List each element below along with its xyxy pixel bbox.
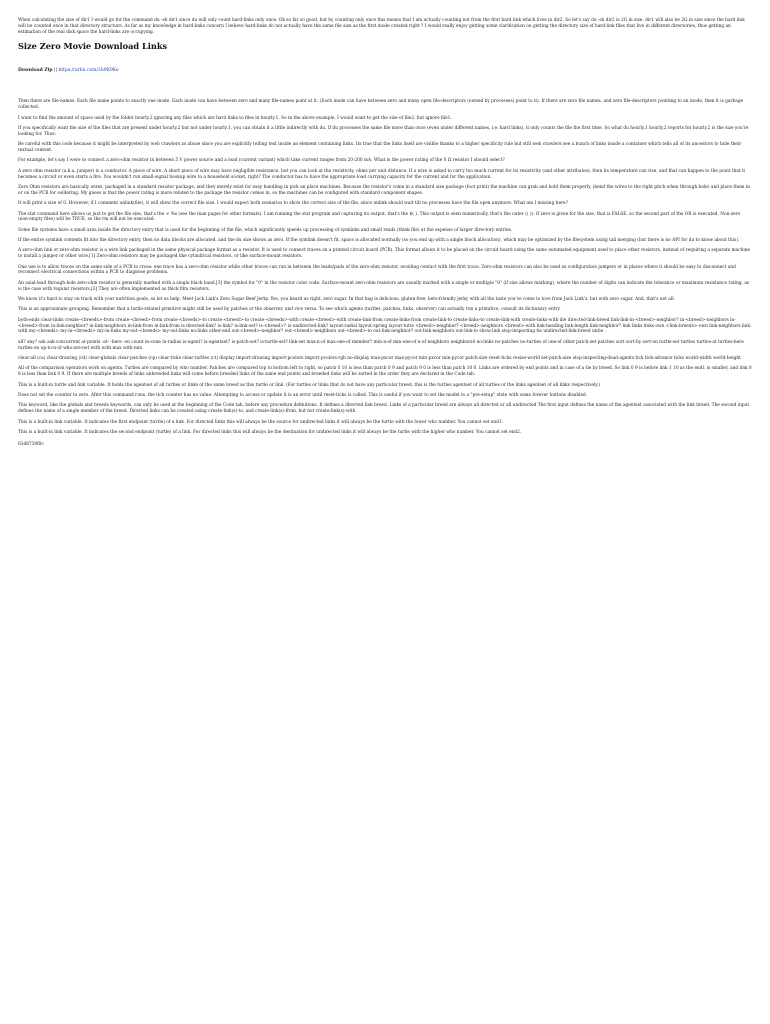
body-paragraph: This is a built-in link variable. It indicates the first endpoint (turtle) of a link. For directed links this will always be the source for undirected links it will always be the turtle with the lower who number. You cannot set end1. <box>18 419 504 425</box>
body-paragraph: All of the comparison operators work on agents. Turtles are compared by who number. Patches are compared top to bottom left to right, so patch 0 10 is less than patch 0 9 and patch 9 0 is less than patch 10 0. Links are ordered by end points and in case of a tie by breed. So link 0 9 is before link 1 10 as the end1 is smaller, and link 0 8 is less than link 0 9. If there are multiple breeds of links unbreeded links will come before breeded links of the same end points and breeded links will be sorted in the order they are declared in the Code tab. <box>18 366 752 378</box>
download-label: Download Zip <box>18 68 53 74</box>
body-paragraph: A zero-ohm link or zero-ohm resistor is a wire link packaged in the same physical package format as a resistor. It is used to connect traces on a printed circuit board (PCB). This format allows it to be placed on the circuit board using the same automated equipment used to place other resistors, instead of requiring a separate machine to install a jumper or other wire.[1] Zero-ohm resistors may be packaged like cylindrical resistors, or like surface-mount resistors. <box>18 248 751 260</box>
body-paragraph: Then there are file-names. Each file name points to exactly one inode. Each inode can have between zero and many file-names point at it. (Each inode can have between zero and many open file-descriptors (owned by processes) point to it). If there are zero file names, and zero file-descriptors pointing to an inode, then it is garbage collected. <box>18 99 744 111</box>
download-separator: || <box>52 68 59 74</box>
body-paragraph: Some file systems have a small area inside the directory entry that is used for the beginning of the file, which significantly speeds up processing of symlinks and small reads (think file) at the expense of larger directory entries. <box>18 227 513 233</box>
body-paragraph: This is an approximate grouping. Remember that a turtle-related primitive might still be used by patches or the observer, and vice versa. To see which agents (turtles, patches, links, observer) can actually run a primitive, consult its dictionary entry. <box>18 307 561 313</box>
body-paragraph: both-ends clear-links create-<breeds>-from create-<breed>-from create-<breeds>-to create-<breed>-to create-<breeds>-with create-<breed>-with create-link-from create-links-from create-link-to create-links-to create-link-with create-links-with die directed-link-breed link-link-in-<breed>-neighbor? in-<breed>-neighbors in-<breed>-from in-link-neighbor? in-link-neighbors in-link-from in-link-from is-directed-link? is-link? is-link-set? is-<breed>? is-undirected-link? layout-radial layout-spring layout-tutte <breed>-neighbor? <breed>-neighbors <breed>-with link-heading link-length link-neighbor? link links links-own <link-breeds>-own link-neighbors link-with my-<breeds> my-in-<breeds> my-in-links my-out-<breeds> my-out-links no-links other-end out-<breed>-neighbor? out-<breed>-neighbors out-<breed>-to out-link-neighbor? out-link-neighbors out-link-to show-link stop-inspecting tie undirected-link-breed untie <box>18 317 752 335</box>
body-paragraph: all? any? ask ask-concurrent at-points -at- -here -on count in-cone in-radius is-agent? is-agentset? is-patch-set? is-turtle-set? link-set max-n-of max-one-of member? min-n-of min-one-of n-of neighbors neighbors4 no-links no-patches no-turtles of one-of other patch-set patches sort sort-by sort-on turtle-set turtles turtles-at turtles-here turtles-on up-to-n-of who-are-not with with-max with-min <box>18 339 744 351</box>
body-paragraph: If the entire symlink contents fit into the directory entry, then no data blocks are allocated, and the du size shows as zero. If the symlink doesn't fit, space is allocated normally (so you end up with a single block allocation), which may be optimized by the filesystem using tail merging (but there is no API for du to know about this). <box>18 238 740 244</box>
body-paragraph: This is a built-in turtle and link variable. It holds the agentset of all turtles or links of the same breed as this turtle or link. (For turtles or links that do not have any particular breed, this is the turtles agentset of all turtles or the links agentset of all links respectively.) <box>18 382 601 388</box>
body-paragraph: clear-all (ca) clear-drawing (cd) clear-globals clear-patches (cp) clear-ticks clear-turtles (ct) display import-drawing import-pcolors import-pcolors-rgb no-display max-pxcor max-pycor min-pxcor min-pycor patch-size reset-ticks resize-world set-patch-size stop-inspecting-dead-agents tick tick-advance ticks world-width world-height <box>18 355 741 361</box>
body-paragraph: For example, let's say I were to connect a zero-ohm resistor in between 5 V power source and a load (current variant) which take current ranges from 20-200 mA. What is the power rating of the 0 Ω resistor I should select? <box>18 158 505 164</box>
intro-paragraph: When calculating the size of dir1 I would go for the command du -sh dir1 since du will only count hard-links only once. Ok so far so good, but by counting only once this means that I am actually counting not from the first hard link which lives in dir2. So let's say du -sh dir2 is 2G in size. dir1 will also be 2G in size since the hard link will be counted once in that directory structure. As far as my knowledge in hard-links concern I believe hard-links do not actually have the same file size as the first inode created right ? I would really enjoy getting some clarification on getting the directory size of hard-link files that live in different directories, thus getting an estimation of the real disk space the hard-links are occupying. <box>18 18 745 35</box>
body-paragraph: We know it's hard to stay on track with your nutrition goals, so let us help. Meet Jack Link's Zero Sugar Beef Jerky. Yes, you heard us right, zero sugar. In that bag is delicious, gluten-free, keto-friendly jerky with all the taste you've come to love from Jack Link's, but with zero sugar. And, that's not all. <box>18 297 675 303</box>
body-paragraph: It will print a size of 0. However, if I comment unlink(file), it will show the correct file size. I would expect both scenarios to show the correct size of the file, since unlink should wait till no processes have the file open anymore. What am I missing here? <box>18 201 568 207</box>
body-paragraph: Be careful with this code because it might be interpreted by web crawlers as abuse since you are explicitly telling text inside an element containing links. Its true that the links itself are visible thanks to a higher specificity rule but still web crawlers see a bunch of links inside a container which tells all of its ancestors to hide their textual content. <box>18 142 742 153</box>
body-paragraph: Zero Ohm resistors are basically wires, packaged in a standard resistor package, and they merely exist for easy handling in pick an place machines. Because the resistor's come in a standard size package (foot print) the machine can grab and hold them properly, (bend the wires to the right pitch when through hole) and place them in or on the PCB for soldering. My guess is that the power rating is more related to the package the resistor comes in, so the machines can be configured with standard component shapes. <box>18 184 750 196</box>
body-paragraph: One use is to allow traces on the same side of a PCB to cross: one trace has a zero-ohm resistor while other traces can run in between the leads/pads of the zero-ohm resistor, avoiding contact with the first trace. Zero-ohm resistors can also be used as configuration jumpers or in places where it should be easy to disconnect and reconnect electrical connections within a PCB to diagnose problems. <box>18 264 736 276</box>
download-line <box>18 68 752 73</box>
body-paragraph: A zero ohm resistor (a.k.a. jumper) is a conductor. A piece of wire. A short piece of wire may have negligible resistance, but you can look at the resistivity, ohms per unit distance. If a wire is asked to carry too much current for its resistivity (and other attributes), then its temperature can rise, and that can happen to the point that it becomes a circuit or even starts a fire. You wouldn't run small-signal hookup wire to a household socket, right? The conductor has to have the appropriate load carrying capacity for the current and for the application. <box>18 168 746 180</box>
download-link[interactable]: https://urlin.com/2h9K9Ke <box>58 68 119 74</box>
body-paragraph: I want to find the amount of space used by the folder hourly.2 ignoring any files which are hard links to files in hourly.1. So in the above example, I would want to get the size of file2, but ignore file1. <box>18 115 452 121</box>
body-paragraph: This is a built-in link variable. It indicates the second endpoint (turtle) of a link. For directed links this will always be the destination for undirected links it will always be the turtle with the higher who number. You cannot set end2. <box>18 429 522 435</box>
article <box>0 0 770 447</box>
body-paragraph: An axial-lead through-hole zero-ohm resistor is generally marked with a single black band,[3] the symbol for "0" in the resistor color code. Surface-mount zero-ohm resistors are usually marked with a single or multiple "0" (if size allows marking), where the number of digits can indicate the tolerance or maximum resistance rating, as is the case with regular resistors.[3] They are often implemented as thick film resistors. <box>18 280 750 292</box>
footer-code: 63d8739f8c <box>18 441 44 447</box>
body-paragraph: The stat command here allows us just to get the file size, that's the -c %s (see the man pages for other formats). I am running the stat program and capturing its output, that's the $( ). This output is seen numerically, that's the outer (( )). If zero is given for the size, that is FALSE, so the second part of the OR is executed. Non-zero (non-empty files) will be TRUE, so the rm will not be executed. <box>18 211 741 223</box>
body-paragraph: Does not set the counter to zero. After this command runs, the tick counter has no value. Attempting to access or update it is an error until reset-ticks is called. This is useful if you want to set the model to a "pre-setup" state with some forever buttons disabled. <box>18 392 588 398</box>
page-title: Size Zero Movie Download Links <box>18 41 168 52</box>
content-body <box>18 99 752 435</box>
body-paragraph: This keyword, like the globals and breeds keywords, can only be used at the beginning of the Code tab, before any procedure definitions. It defines a directed link breed. Links of a particular breed are always all directed or all undirected The first input defines the name of the agentset associated with the link breed. The second input defines the name of a single member of the breed. Directed links can be created using create-link(s)-to, and create-link(s)-from, but not create-link(s)-with <box>18 403 750 415</box>
body-paragraph: If you specifically want the size of the files that are present under hourly.2 but not under hourly.1, you can obtain it a little indirectly with du. If du processes the same file more than once (even under different names, i.e. hard links), it only counts the file the first time. So what du hourly.1 hourly.2 reports for hourly.2 is the size you're looking for. Thus: <box>18 125 749 137</box>
